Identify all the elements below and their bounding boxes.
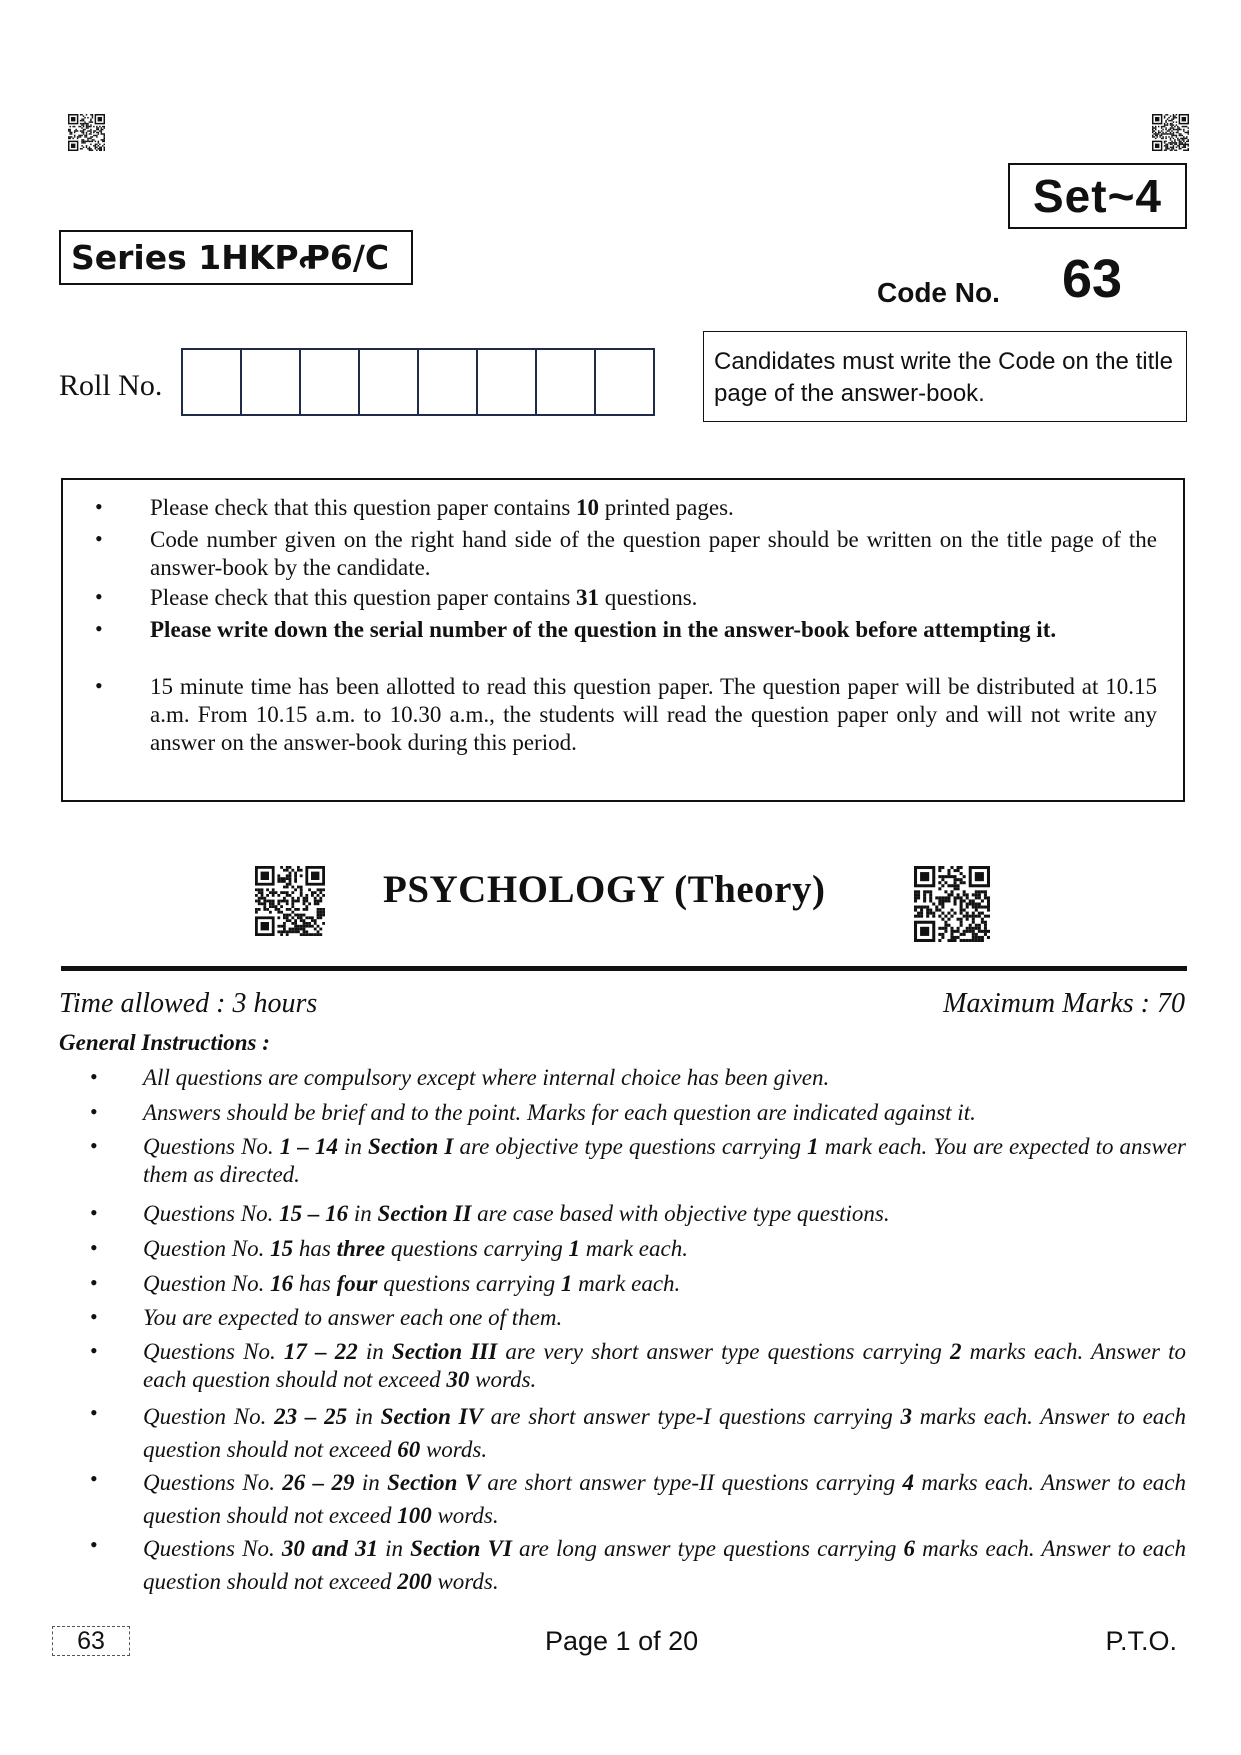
instruction-text: Questions No. 15 – 16 in Section II are case based with objective type questions. <box>143 1201 890 1226</box>
paper-title: PSYCHOLOGY (Theory) <box>383 868 826 911</box>
code-value: 63 <box>1062 249 1123 309</box>
roll-number-box[interactable] <box>360 350 419 414</box>
bullet-icon: • <box>90 1099 98 1124</box>
bullet-icon: • <box>95 494 103 519</box>
instruction-text: Question No. 15 has three questions carrying 1 mark each. <box>143 1236 688 1261</box>
roll-number-label: Roll No. <box>59 369 163 402</box>
instruction-text: Question No. 16 has four questions carrying 1 mark each. <box>143 1271 681 1296</box>
bullet-icon: • <box>95 616 103 641</box>
notice-item-text: Code number given on the right hand side of the question paper should be written on the title page of the answer-book by the candidate. <box>150 527 1157 580</box>
bullet-icon: • <box>95 673 103 698</box>
roll-number-box[interactable] <box>478 350 537 414</box>
bullet-icon: • <box>95 584 103 609</box>
instruction-text: Questions No. 1 – 14 in Section I are objective type questions carrying 1 mark each. You are expected to answer them as directed. <box>143 1134 1187 1187</box>
roll-number-box[interactable] <box>301 350 360 414</box>
qr-code-title-left <box>255 866 325 936</box>
instruction-text: Questions No. 17 – 22 in Section III are very short answer type questions carrying 2 marks each. Answer to each question should not exceed 30 words. <box>143 1339 1186 1392</box>
bullet-icon: • <box>90 1200 98 1225</box>
qr-code-top-left <box>68 114 105 151</box>
footer-code: 63 <box>52 1626 130 1656</box>
bullet-icon: • <box>90 1133 98 1158</box>
bullet-icon: • <box>90 1064 98 1089</box>
instruction-text: You are expected to answer each one of them. <box>143 1305 563 1330</box>
bullet-icon: • <box>90 1304 98 1329</box>
instruction-text: Question No. 23 – 25 in Section IV are short answer type-I questions carrying 3 marks each. Answer to each question should not exceed 60 words. <box>143 1404 1187 1462</box>
divider <box>61 966 1187 971</box>
notice-item-text: 15 minute time has been allotted to read this question paper. The question paper will be distributed at 10.15 a.m. From 10.15 a.m. to 10.30 a.m., the students will read the question paper only and will not write any answer on the answer-book during this period. <box>150 674 1157 755</box>
notice-item-text: Please write down the serial number of the question in the answer-book before attempting it. <box>150 617 1057 642</box>
candidate-code-note: Candidates must write the Code on the title page of the answer-book. <box>703 331 1187 422</box>
notice-item-text: Please check that this question paper contains 10 printed pages. <box>150 495 734 520</box>
bullet-icon: • <box>90 1235 98 1260</box>
bullet-icon: • <box>90 1338 98 1363</box>
qr-code-title-right <box>912 866 992 942</box>
roll-number-box[interactable] <box>183 350 242 414</box>
notice-item-text: Please check that this question paper contains 31 questions. <box>150 585 698 610</box>
time-allowed: Time allowed : 3 hours <box>59 988 318 1019</box>
roll-number-box[interactable] <box>537 350 596 414</box>
roll-number-box[interactable] <box>242 350 301 414</box>
pto-label: P.T.O. <box>1105 1626 1177 1656</box>
page-number: Page 1 of 20 <box>545 1626 699 1656</box>
instruction-text: Questions No. 26 – 29 in Section V are short answer type-II questions carrying 4 marks each. Answer to each question should not exceed 100 words. <box>143 1470 1187 1528</box>
bullet-icon: • <box>95 526 103 551</box>
bullet-icon: • <box>90 1532 98 1557</box>
code-label: Code No. <box>877 277 1000 308</box>
instruction-text: All questions are compulsory except where internal choice has been given. <box>143 1065 830 1090</box>
qr-code-top-right <box>1152 114 1189 151</box>
set-label: Set~4 <box>1008 163 1187 229</box>
notice-box <box>61 478 1185 802</box>
roll-number-box[interactable] <box>419 350 478 414</box>
bullet-icon: • <box>90 1270 98 1295</box>
general-instructions-heading: General Instructions : <box>59 1030 270 1055</box>
series-label: Series 1HKPꝒ6/C <box>59 230 413 285</box>
instruction-text: Answers should be brief and to the point. Marks for each question are indicated against it. <box>143 1100 976 1125</box>
maximum-marks: Maximum Marks : 70 <box>943 988 1185 1019</box>
bullet-icon: • <box>90 1466 98 1491</box>
bullet-icon: • <box>90 1400 98 1425</box>
instruction-text: Questions No. 30 and 31 in Section VI are long answer type questions carrying 6 marks each. Answer to each question should not exceed 200 words. <box>143 1536 1187 1594</box>
roll-number-boxes[interactable] <box>181 348 655 416</box>
roll-number-box[interactable] <box>596 350 653 414</box>
